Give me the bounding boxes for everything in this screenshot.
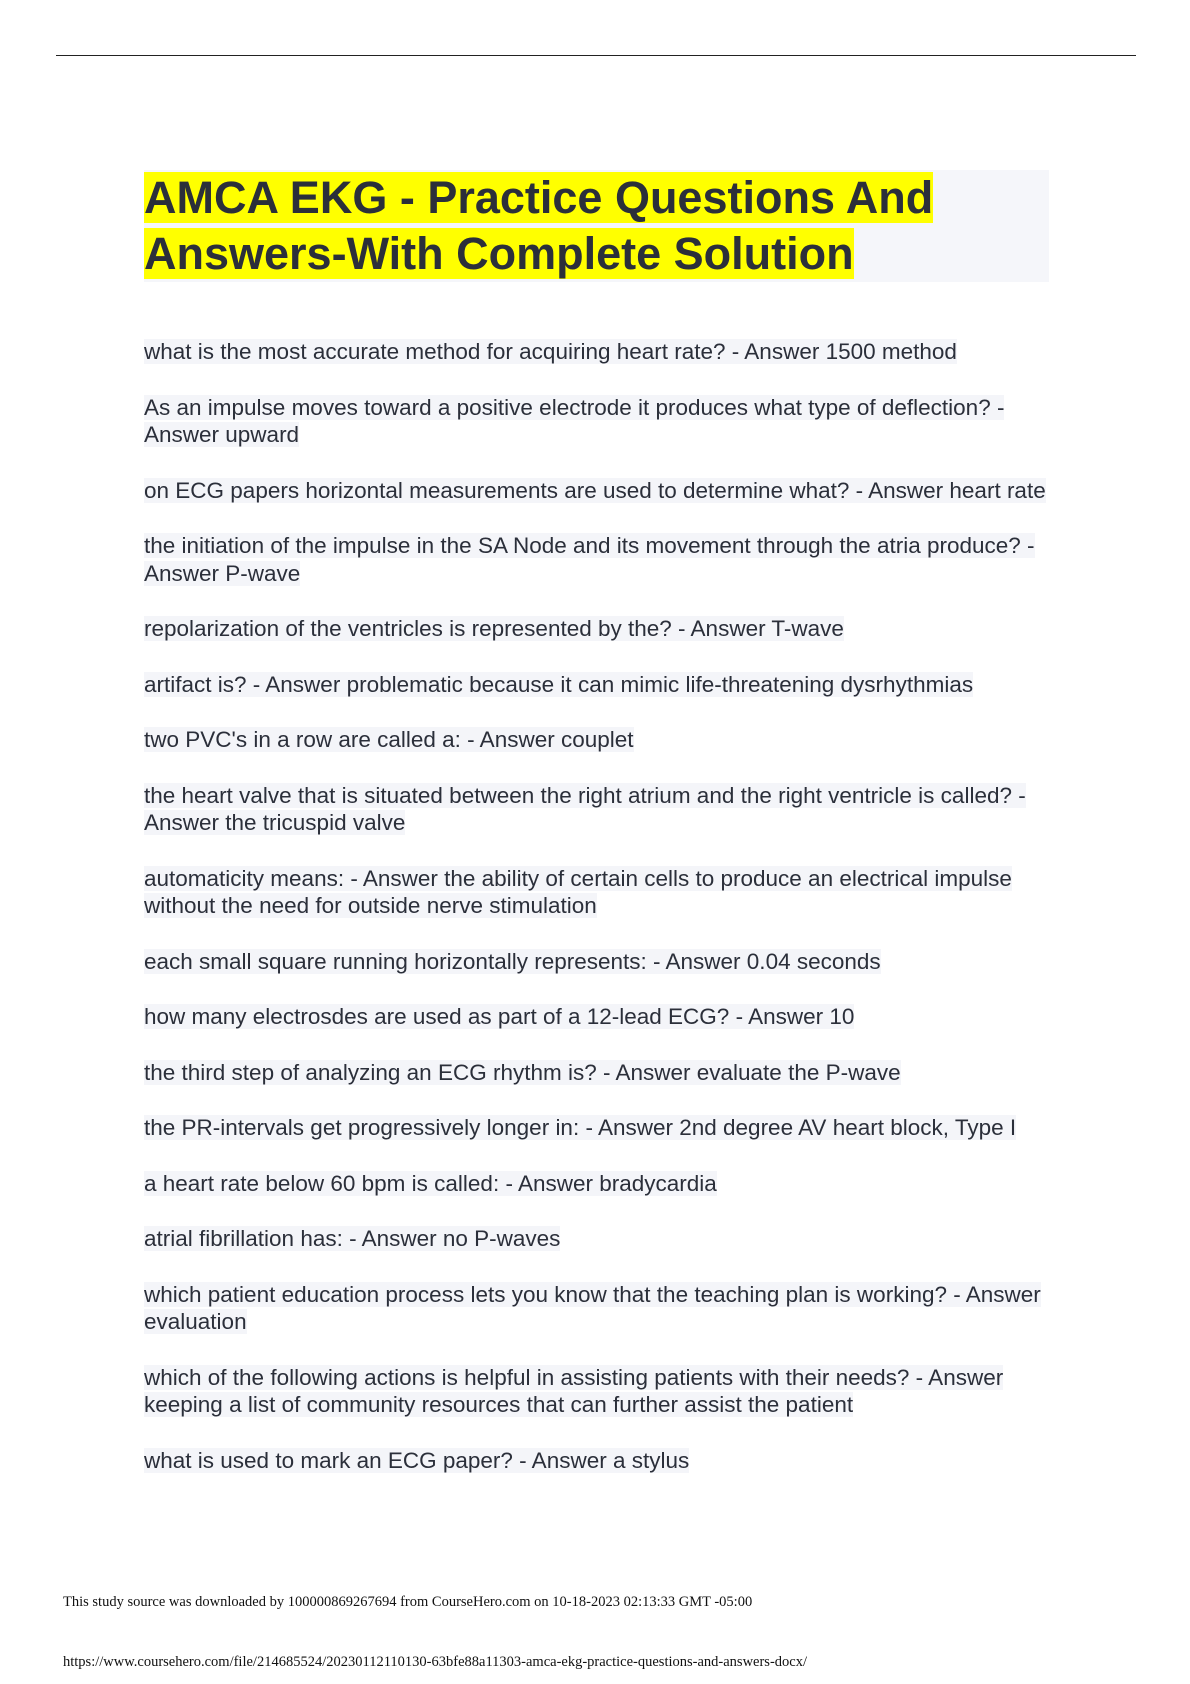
- qa-item-1: what is the most accurate method for acquiring heart rate? - Answer 1500 method: [144, 339, 957, 364]
- qa-item-8: the heart valve that is situated between the right atrium and the right ventricle is called? - Answer the tricuspid valve: [144, 782, 1026, 835]
- qa-item-18: what is used to mark an ECG paper? - Answer a stylus: [144, 1447, 690, 1473]
- footer-url-link[interactable]: https://www.coursehero.com/file/214685524/20230112110130-63bfe88a11303-amca-ekg-practice-questions-and-answers-docx/: [63, 1654, 807, 1670]
- qa-item-15: atrial fibrillation has: - Answer no P-waves: [144, 1226, 561, 1251]
- qa-item-16: which patient education process lets you know that the teaching plan is working? - Answer evaluation: [144, 1281, 1041, 1334]
- qa-item-4: the initiation of the impulse in the SA Node and its movement through the atria produce? - Answer P-wave: [144, 533, 1035, 586]
- qa-item-12: the third step of analyzing an ECG rhythm is? - Answer evaluate the P-wave: [144, 1059, 901, 1085]
- qa-item-14: a heart rate below 60 bpm is called: - Answer bradycardia: [144, 1170, 717, 1196]
- qa-item-3: on ECG papers horizontal measurements are used to determine what? - Answer heart rate: [144, 477, 1046, 503]
- qa-item-5: repolarization of the ventricles is represented by the? - Answer T-wave: [144, 616, 844, 641]
- qa-item-7: two PVC's in a row are called a: - Answer couplet: [144, 727, 634, 752]
- qa-item-13: the PR-intervals get progressively longer in: - Answer 2nd degree AV heart block, Type I: [144, 1115, 1017, 1140]
- qa-item-11: how many electrosdes are used as part of a 12-lead ECG? - Answer 10: [144, 1004, 855, 1029]
- page-title: [144, 170, 1049, 282]
- top-rule: [56, 55, 1136, 56]
- qa-item-2: As an impulse moves toward a positive electrode it produces what type of deflection? - Answer upward: [144, 394, 1005, 447]
- qa-item-17: which of the following actions is helpful in assisting patients with their needs? - Answer keeping a list of community resources that can further assist the patient: [144, 1364, 1004, 1417]
- title-line-1: AMCA EKG - Practice Questions And: [144, 172, 934, 223]
- qa-item-9: automaticity means: - Answer the ability of certain cells to produce an electrical impulse without the need for outside nerve stimulation: [144, 865, 1012, 918]
- title-block: [144, 170, 1049, 282]
- title-line-2: Answers-With Complete Solution: [144, 228, 854, 279]
- qa-item-10: each small square running horizontally represents: - Answer 0.04 seconds: [144, 948, 881, 974]
- qa-item-6: artifact is? - Answer problematic because it can mimic life-threatening dysrhythmias: [144, 671, 974, 697]
- qa-list: [144, 338, 1049, 1502]
- footer-source-note: This study source was downloaded by 100000869267694 from CourseHero.com on 10-18-2023 02:13:33 GMT -05:00: [63, 1594, 753, 1610]
